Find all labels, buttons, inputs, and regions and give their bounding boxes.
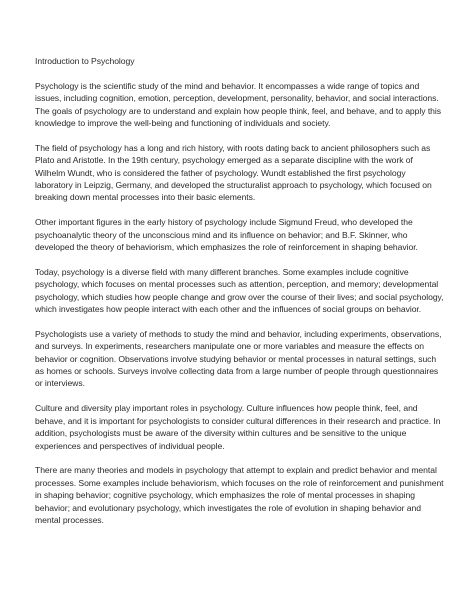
paragraph-history: The field of psychology has a long and rich history, with roots dating back to ancient philosophers such as Plato and Aristotle. In the 19th century, psychology emerged as a separate discipline with the work of Wilhelm Wundt, who is considered the father of psychology. Wundt established the first psychology laboratory in Leipzig, Germany, and developed the structuralist approach to psychology, which focused on breaking down mental processes into their basic elements. (35, 142, 432, 203)
paragraph-theories: There are many theories and models in psychology that attempt to explain and predict behavior and mental processes. Some examples include behaviorism, which focuses on the role of reinforcement and punishment in shaping behavior; cognitive psychology, which emphasizes the role of mental processes in shaping behavior; and evolutionary psychology, which investigates the role of evolution in shaping behavior and mental processes. (35, 465, 444, 525)
document-body (35, 55, 445, 539)
paragraph-branches: Today, psychology is a diverse field with many different branches. Some examples include cognitive psychology, which focuses on mental processes such as attention, perception, and memory; developmental psychology, which studies how people change and grow over the course of their lives; and social psychology, which investigates how people interact with each other and the influences of social groups on behavior. (35, 266, 444, 315)
paragraph-early-figures: Other important figures in the early history of psychology include Sigmund Freud, who developed the psychoanalytic theory of the unconscious mind and its influence on behavior; and B.F. Skinner, who developed the theory of behaviorism, which emphasizes the role of reinforcement in shaping behavior. (35, 217, 418, 253)
paragraph-culture-diversity: Culture and diversity play important roles in psychology. Culture influences how people think, feel, and behave, and it is important for psychologists to consider cultural differences in their research and practice. In addition, psychologists must be aware of the diversity within cultures and be sensitive to the unique experiences and perspectives of individual people. (35, 403, 441, 451)
paragraph-definition: Psychology is the scientific study of the mind and behavior. It encompasses a wide range of topics and issues, including cognition, emotion, perception, development, personality, behavior, and social interactions. The goals of psychology are to understand and explain how people think, feel, and behave, and to apply this knowledge to improve the well-being and functioning of individuals and society. (35, 80, 442, 129)
paragraph-methods: Psychologists use a variety of methods to study the mind and behavior, including experiments, observations, and surveys. In experiments, researchers manipulate one or more variables and measure the effects on behavior or cognition. Observations involve studying behavior or mental processes in natural settings, such as homes or schools. Surveys involve collecting data from a large number of people through questionnaires or interviews. (35, 328, 442, 389)
document-title: Introduction to Psychology (35, 56, 135, 66)
